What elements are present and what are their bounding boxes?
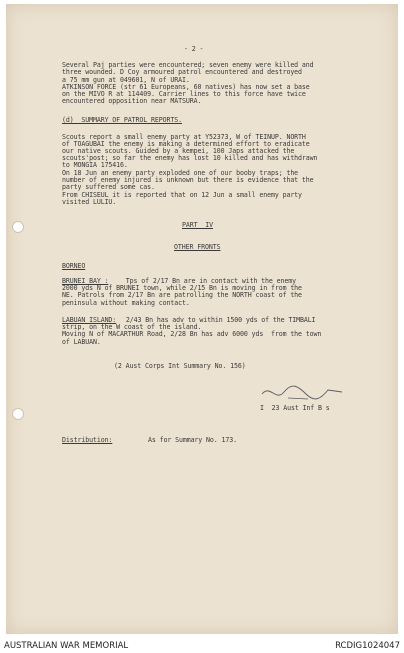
patrol-line: scouts'post; so far the enemy has lost 10 killed and has withdrawn bbox=[62, 154, 318, 162]
footer-institution: AUSTRALIAN WAR MEMORIAL bbox=[4, 641, 129, 651]
borneo-heading: BORNEO bbox=[62, 262, 86, 270]
patrol-line: to MONGIA 175416. bbox=[62, 161, 128, 169]
footer-record-id: RCDIG1024047 bbox=[335, 641, 400, 651]
document-page bbox=[6, 4, 398, 634]
intro-line: encountered opposition near MATSURA. bbox=[62, 97, 202, 105]
patrol-line: From CHISEUL it is reported that on 12 Jun a small enemy party bbox=[62, 191, 302, 199]
labuan-line: strip, on the W coast of the island. bbox=[62, 323, 202, 331]
other-fronts-heading: OTHER FRONTS bbox=[174, 243, 221, 251]
brunei-line: peninsula without making contact. bbox=[62, 299, 190, 307]
distribution-label: Distribution: bbox=[62, 436, 113, 444]
patrol-line: On 18 Jun an enemy party exploded one of our booby traps; the bbox=[62, 169, 299, 177]
intro-line: Several Paj parties were encountered; seven enemy were killed and bbox=[62, 61, 314, 69]
part-heading: PART IV bbox=[182, 221, 213, 229]
punch-hole bbox=[12, 408, 24, 420]
archive-footer bbox=[0, 637, 404, 653]
brunei-line: 2000 yds N of BRUNEI town, while 2/15 Bn is moving in from the bbox=[62, 284, 302, 292]
brunei-line: Tps of 2/17 Bn are in contact with the enemy bbox=[118, 277, 297, 285]
patrol-line: our native scouts. Guided by a kempei, 100 Japs attacked the bbox=[62, 147, 295, 155]
intro-line: a 75 mm gun at 049601, N of URAI. bbox=[62, 76, 190, 84]
patrol-line: visited LULIU. bbox=[62, 198, 117, 206]
brunei-line: NE. Patrols from 2/17 Bn are patrolling the NORTH coast of the bbox=[62, 291, 302, 299]
patrol-line: party suffered some cas. bbox=[62, 183, 155, 191]
section-d-heading: (d) SUMMARY OF PATROL REPORTS. bbox=[62, 116, 182, 124]
patrol-line: of TOAGUBAI the enemy is making a determined effort to eradicate bbox=[62, 140, 310, 148]
distribution-text: As for Summary No. 173. bbox=[148, 436, 238, 444]
intro-line: ATKINSON FORCE (str 61 Europeans, 60 natives) has now set a base bbox=[62, 83, 310, 91]
labuan-island-label: LABUAN ISLAND: bbox=[62, 316, 117, 324]
patrol-line: number of enemy injured is unknown but there is evidence that the bbox=[62, 176, 314, 184]
page-marker: - 2 - bbox=[184, 45, 204, 53]
intro-line: three wounded. D Coy armoured patrol encountered and destroyed bbox=[62, 68, 302, 76]
patrol-line: Scouts report a small enemy party at Y52373, W of TEINUP. NORTH bbox=[62, 133, 306, 141]
brunei-bay-label: BRUNEI BAY : bbox=[62, 277, 109, 285]
punch-hole bbox=[12, 221, 24, 233]
labuan-line: 2/43 Bn has adv to within 1500 yds of the TIMBALI bbox=[122, 316, 316, 324]
labuan-line: of LABUAN. bbox=[62, 338, 101, 346]
labuan-line: Moving N of MACARTHUR Road, 2/28 Bn has adv 6000 yds from the town bbox=[62, 330, 322, 338]
summary-reference: (2 Aust Corps Int Summary No. 156) bbox=[114, 362, 246, 370]
intro-line: on the MIVO R at 114409. Carrier lines to this force have twice bbox=[62, 90, 306, 98]
signature-title: I 23 Aust Inf B s bbox=[260, 404, 330, 412]
